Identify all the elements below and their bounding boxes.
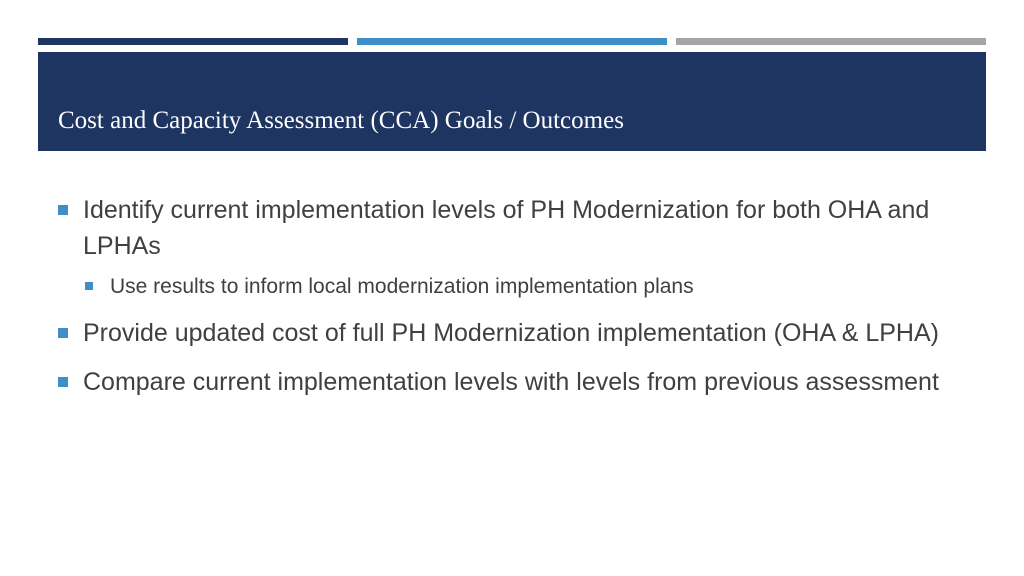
- accent-bar-gray: [676, 38, 986, 45]
- bullet-text: Use results to inform local modernization implementation plans: [110, 275, 694, 298]
- accent-bar-blue: [357, 38, 667, 45]
- bullet-item: [58, 364, 958, 400]
- bullet-text: Compare current implementation levels with levels from previous assessment: [83, 368, 939, 396]
- accent-bar-navy: [38, 38, 348, 45]
- square-bullet-icon: [58, 377, 68, 387]
- sub-bullet-item: [85, 272, 958, 302]
- bullet-item: [58, 192, 958, 264]
- square-bullet-icon: [85, 282, 93, 290]
- title-band: [38, 52, 986, 151]
- bullet-list: [58, 192, 958, 413]
- square-bullet-icon: [58, 328, 68, 338]
- slide-title: Cost and Capacity Assessment (CCA) Goals / Outcomes: [58, 107, 624, 134]
- bullet-text: Provide updated cost of full PH Modernization implementation (OHA & LPHA): [83, 319, 939, 347]
- bullet-item: [58, 315, 958, 351]
- square-bullet-icon: [58, 205, 68, 215]
- bullet-text: Identify current implementation levels of PH Modernization for both OHA and LPHAs: [83, 196, 930, 260]
